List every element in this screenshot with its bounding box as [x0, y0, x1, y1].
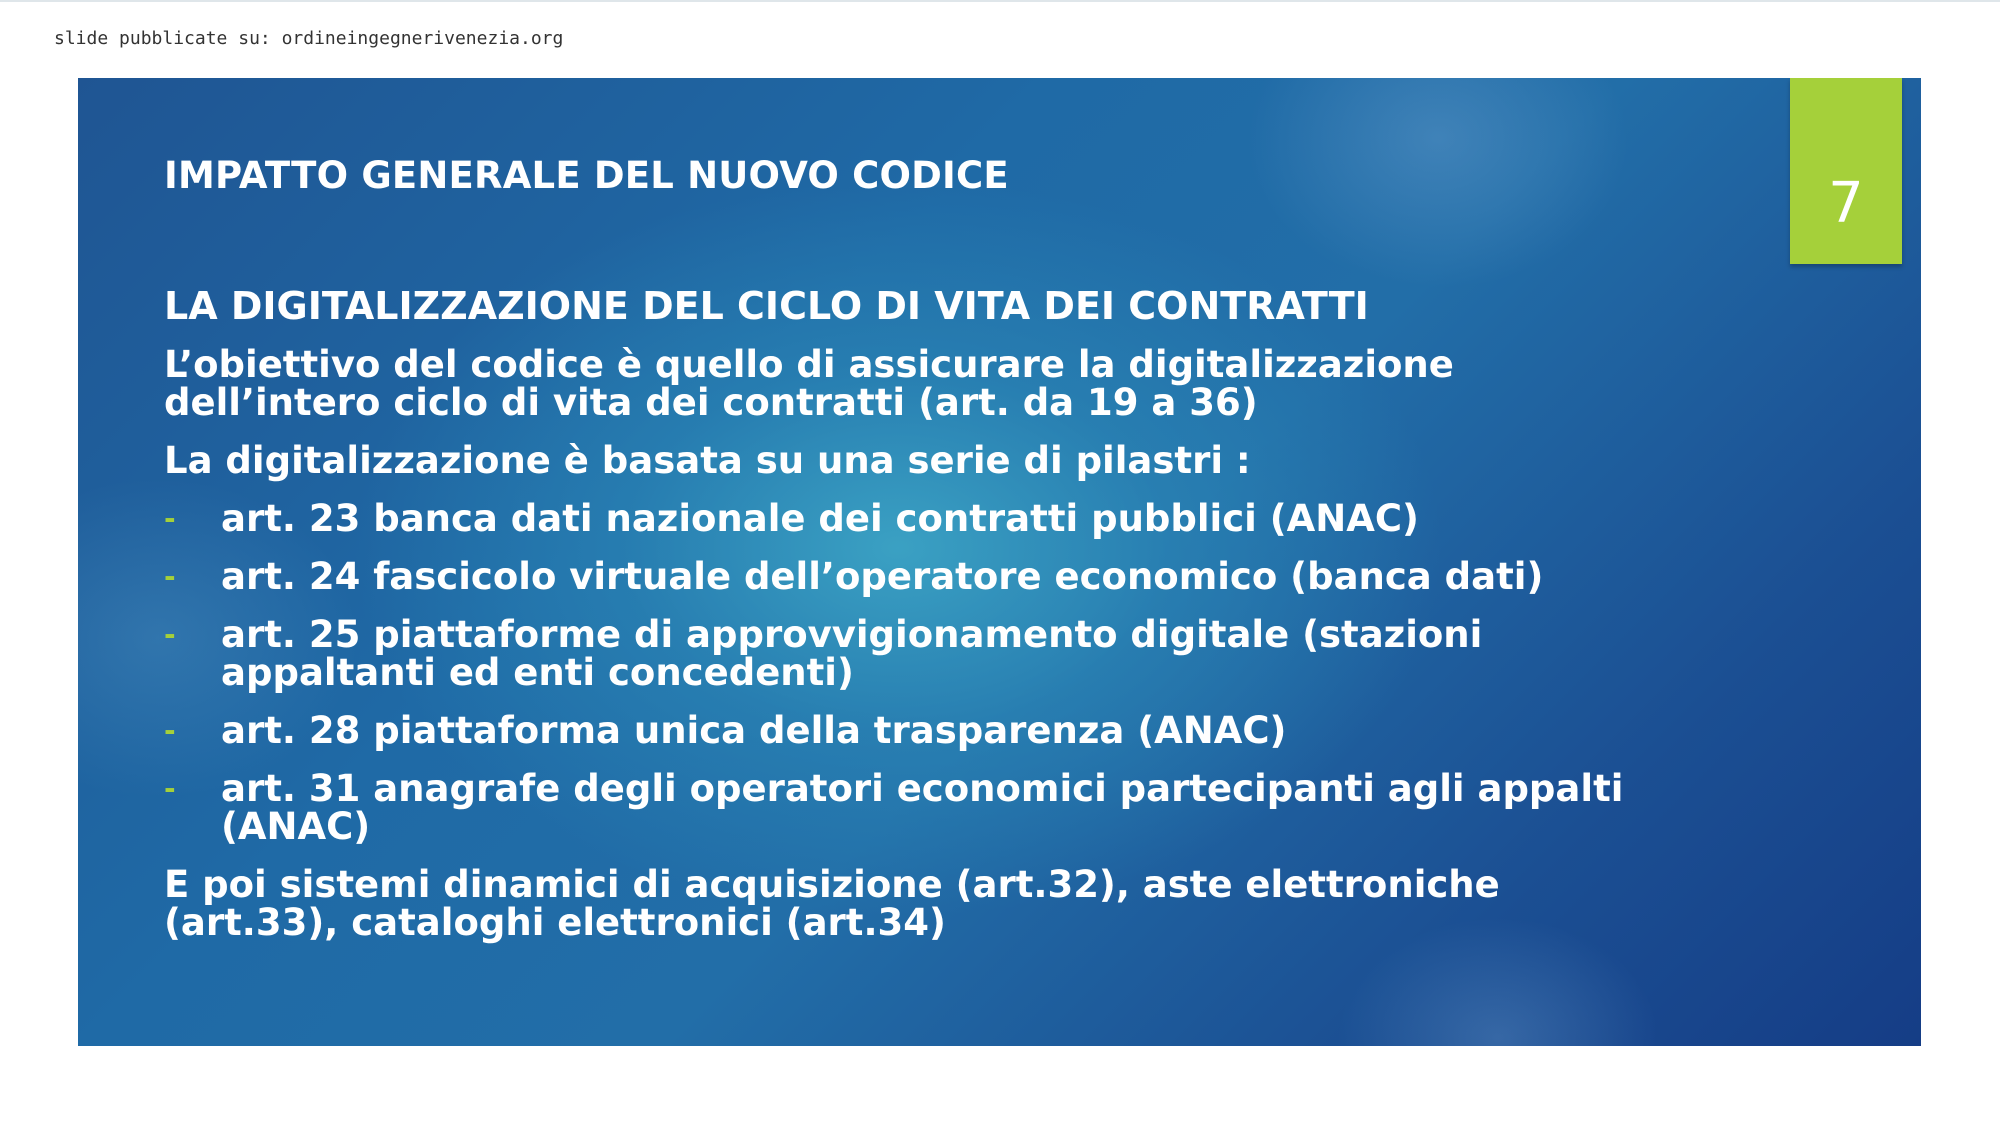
- list-item: [164, 497, 1764, 540]
- bullet-line-1: art. 23 banca dati nazionale dei contratti pubblici (ANAC): [221, 497, 1419, 540]
- list-item: [164, 709, 1764, 752]
- bullet-marker: -: [164, 772, 176, 805]
- bullet-marker: -: [164, 502, 176, 535]
- bullet-line-2: (ANAC): [221, 805, 371, 848]
- list-item: [164, 555, 1764, 598]
- bullet-line-2: appaltanti ed enti concedenti): [221, 651, 854, 694]
- intro-line-1: L’obiettivo del codice è quello di assicurare la digitalizzazione: [164, 343, 1454, 386]
- slide: [78, 78, 1921, 1046]
- bullet-line-1: art. 28 piattaforma unica della trasparenza (ANAC): [221, 709, 1287, 752]
- section-heading: LA DIGITALIZZAZIONE DEL CICLO DI VITA DEI CONTRATTI: [164, 284, 1369, 328]
- pillars-list: [164, 497, 1764, 848]
- intro-paragraph: [164, 343, 1764, 424]
- intro-line-2: dell’intero ciclo di vita dei contratti (art. da 19 a 36): [164, 381, 1258, 424]
- list-item: [164, 613, 1764, 694]
- slide-body: [164, 286, 1764, 942]
- bullet-line-1: art. 31 anagrafe degli operatori economici partecipanti agli appalti: [221, 767, 1624, 810]
- top-divider: [0, 0, 2000, 2]
- slide-number: 7: [1828, 171, 1864, 236]
- bullet-line-1: art. 25 piattaforme di approvvigionamento digitale (stazioni: [221, 613, 1483, 656]
- bullet-marker: -: [164, 560, 176, 593]
- closing-line-2: (art.33), cataloghi elettronici (art.34): [164, 901, 946, 944]
- slide-number-badge: [1790, 78, 1902, 264]
- source-note: slide pubblicate su: ordineingegnerivenezia.org: [54, 28, 564, 49]
- closing-line-1: E poi sistemi dinamici di acquisizione (art.32), aste elettroniche: [164, 863, 1500, 906]
- bullet-marker: -: [164, 618, 176, 651]
- list-item: [164, 767, 1764, 848]
- pillars-intro: La digitalizzazione è basata su una serie di pilastri :: [164, 439, 1251, 482]
- bullet-line-1: art. 24 fascicolo virtuale dell’operatore economico (banca dati): [221, 555, 1544, 598]
- slide-title: IMPATTO GENERALE DEL NUOVO CODICE: [164, 154, 1009, 197]
- bullet-marker: -: [164, 714, 176, 747]
- closing-paragraph: [164, 863, 1764, 944]
